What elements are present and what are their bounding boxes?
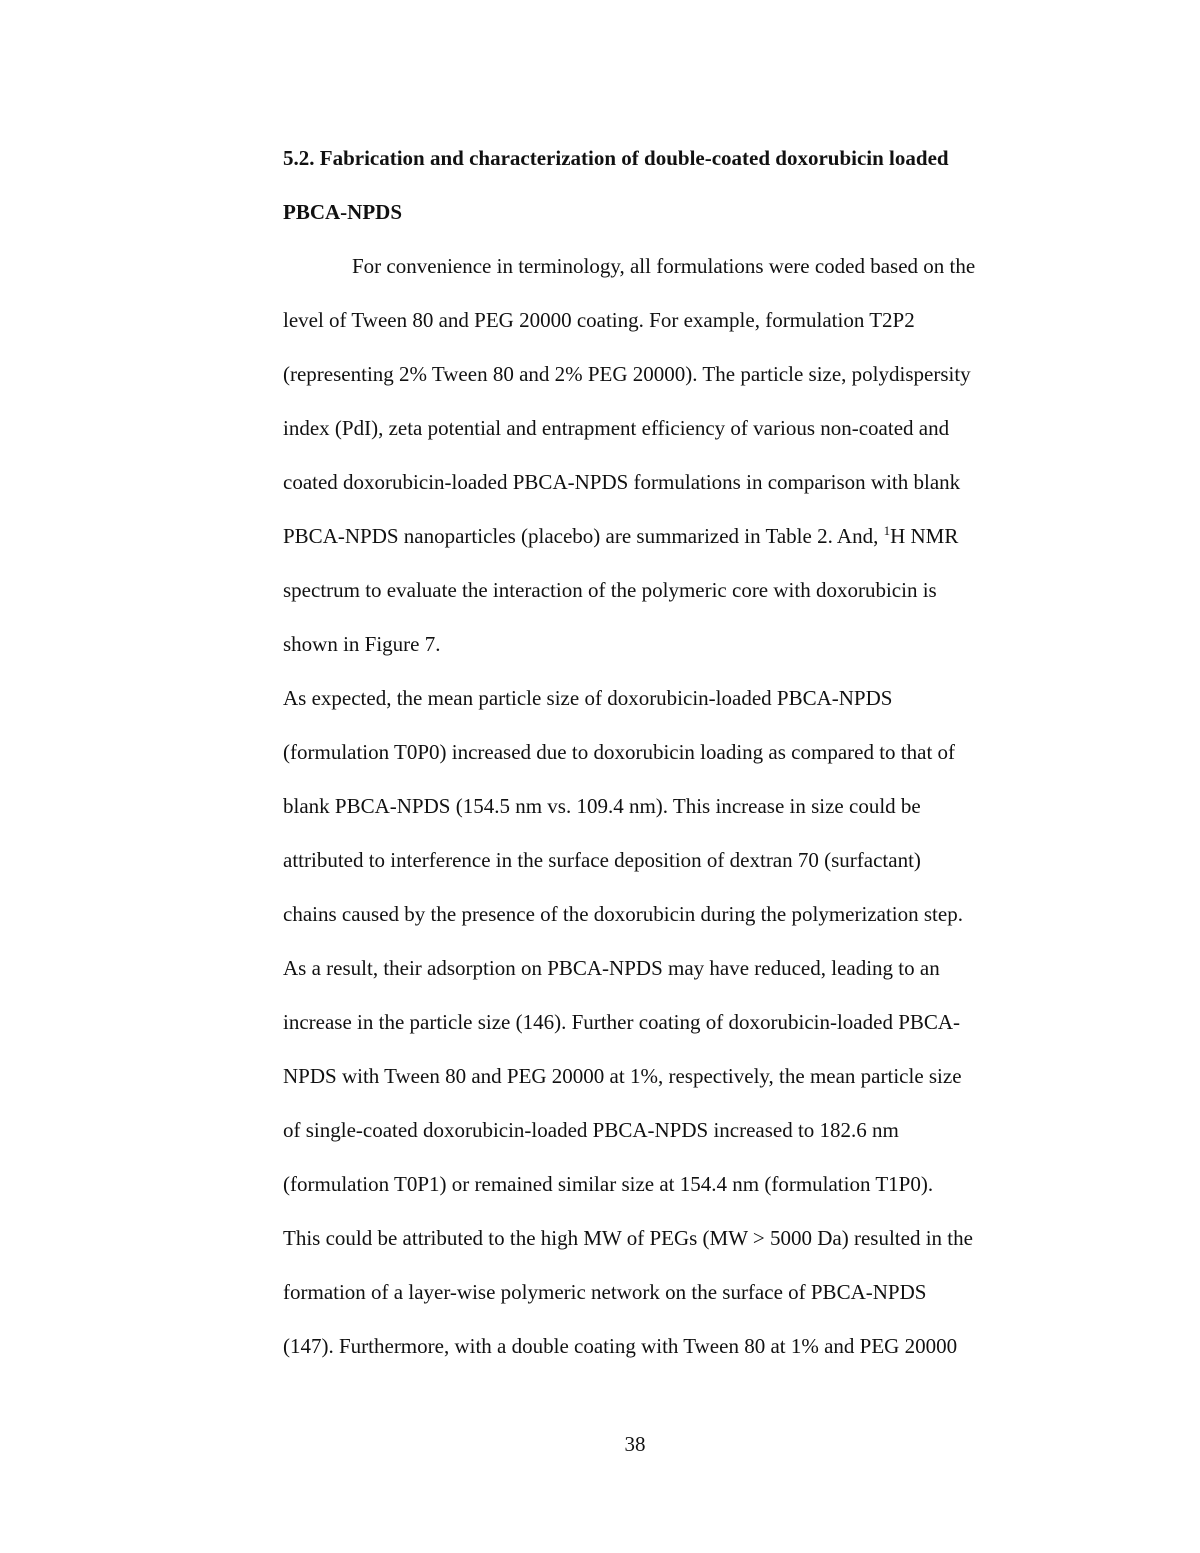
paragraph-2-line-3: blank PBCA-NPDS (154.5 nm vs. 109.4 nm). This increase in size could be <box>283 794 921 818</box>
paragraph-1-line-5: coated doxorubicin-loaded PBCA-NPDS formulations in comparison with blank <box>283 470 961 494</box>
paragraph-1-line-2: level of Tween 80 and PEG 20000 coating. For example, formulation T2P2 <box>283 308 915 332</box>
paragraph-2-line-7: increase in the particle size (146). Further coating of doxorubicin-loaded PBCA- <box>283 1010 961 1034</box>
section-heading-line-1: 5.2. Fabrication and characterization of double-coated doxorubicin loaded <box>283 146 949 170</box>
paragraph-1-line-3: (representing 2% Tween 80 and 2% PEG 20000). The particle size, polydispersity <box>283 362 971 386</box>
paragraph-2-line-4: attributed to interference in the surface deposition of dextran 70 (surfactant) <box>283 848 921 872</box>
paragraph-2-line-12: formation of a layer-wise polymeric network on the surface of PBCA-NPDS <box>283 1280 927 1304</box>
paragraph-2-line-2: (formulation T0P0) increased due to doxorubicin loading as compared to that of <box>283 740 956 764</box>
paragraph-1-line-1: For convenience in terminology, all formulations were coded based on the <box>352 254 976 278</box>
page-number: 38 <box>624 1432 646 1456</box>
paragraph-1-line-7: spectrum to evaluate the interaction of the polymeric core with doxorubicin is <box>283 578 937 602</box>
paragraph-1-line-6-nmr: H NMR <box>890 524 959 548</box>
paragraph-2-line-6: As a result, their adsorption on PBCA-NPDS may have reduced, leading to an <box>283 956 940 980</box>
paragraph-2-line-5: chains caused by the presence of the doxorubicin during the polymerization step. <box>283 902 963 926</box>
paragraph-2-line-9: of single-coated doxorubicin-loaded PBCA-NPDS increased to 182.6 nm <box>283 1118 899 1142</box>
paragraph-2-line-8: NPDS with Tween 80 and PEG 20000 at 1%, respectively, the mean particle size <box>283 1064 962 1088</box>
paragraph-2-line-1: As expected, the mean particle size of doxorubicin-loaded PBCA-NPDS <box>283 686 893 710</box>
superscript-one: 1 <box>883 523 891 538</box>
paragraph-2-line-10: (formulation T0P1) or remained similar size at 154.4 nm (formulation T1P0). <box>283 1172 934 1196</box>
paragraph-2-line-11: This could be attributed to the high MW of PEGs (MW > 5000 Da) resulted in the <box>283 1226 973 1250</box>
paragraph-1-line-8: shown in Figure 7. <box>283 632 441 656</box>
paragraph-1-line-6 <box>283 523 958 549</box>
paragraph-1-line-4: index (PdI), zeta potential and entrapment efficiency of various non-coated and <box>283 416 950 440</box>
paragraph-2-line-13: (147). Furthermore, with a double coating with Tween 80 at 1% and PEG 20000 <box>283 1334 958 1358</box>
paragraph-1-line-6-text: PBCA-NPDS nanoparticles (placebo) are summarized in Table 2. And, <box>283 524 884 548</box>
section-heading-line-2: PBCA-NPDS <box>283 200 402 224</box>
